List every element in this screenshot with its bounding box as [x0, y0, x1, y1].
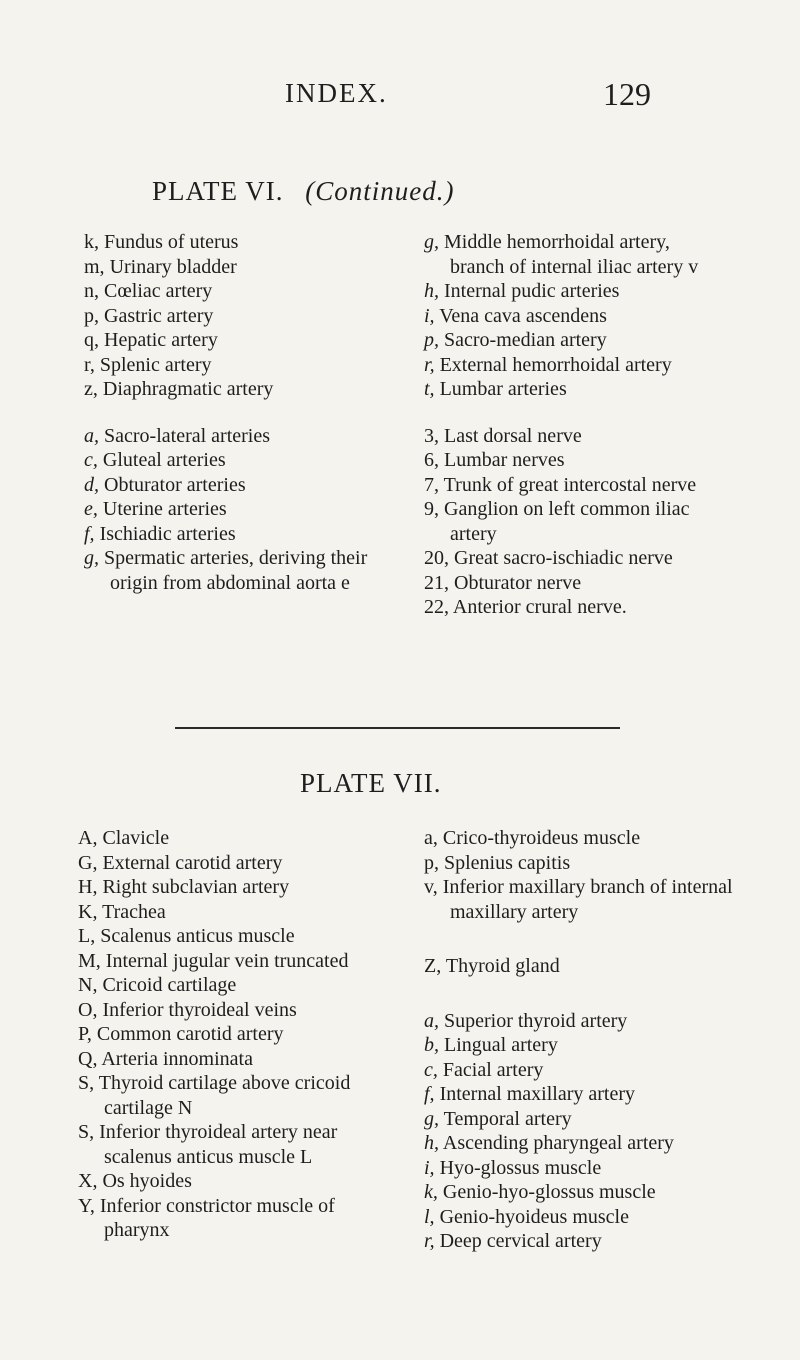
running-head-title: INDEX.: [285, 78, 388, 108]
entry-key: p,: [84, 304, 99, 327]
entry-key: r,: [84, 353, 95, 376]
entry-text: Diaphragmatic artery: [97, 378, 274, 400]
entry-text: Ischiadic arteries: [94, 522, 236, 545]
index-entry: [424, 851, 744, 876]
entry-text: Thyroid cartilage above cricoid cartilage N: [94, 1072, 351, 1119]
index-entry: [84, 424, 384, 449]
entry-text: Sacro-median artery: [439, 329, 607, 351]
page-number: 129: [603, 76, 651, 112]
entry-text: Facial artery: [437, 1058, 544, 1081]
entry-key: X,: [78, 1170, 98, 1192]
entry-text: Internal maxillary artery: [434, 1083, 636, 1105]
entry-key: l,: [424, 1205, 435, 1228]
entry-text: Thyroid gland: [441, 955, 560, 977]
entry-text: Vena cava ascendens: [434, 304, 607, 327]
entry-text: Lumbar nerves: [439, 449, 565, 471]
entry-text: Sacro-lateral arteries: [99, 424, 271, 447]
index-entry: [84, 448, 384, 473]
index-entry: [424, 230, 724, 279]
index-entry: [424, 1156, 744, 1181]
entry-key: i,: [424, 1156, 435, 1179]
entry-text: Hyo-glossus muscle: [434, 1156, 602, 1179]
entry-text: Deep cervical artery: [434, 1230, 602, 1252]
plate-vi-right-column: [424, 230, 724, 620]
entry-key: h,: [424, 1132, 439, 1154]
index-entry: [78, 826, 388, 851]
index-entry: [78, 1071, 388, 1120]
index-entry: [424, 448, 724, 473]
entry-key: v,: [424, 876, 438, 898]
entry-text: Cricoid cartilage: [97, 974, 237, 996]
index-entry: [84, 473, 384, 498]
entry-text: Genio-hyo-glossus muscle: [437, 1181, 656, 1203]
entry-key: a,: [84, 424, 99, 447]
entry-text: Genio-hyoideus muscle: [434, 1205, 629, 1228]
entry-text: Os hyoides: [97, 1170, 192, 1192]
entry-text: Inferior maxillary branch of internal maxillary artery: [437, 876, 733, 923]
index-entry: [424, 328, 724, 353]
entry-key: 20,: [424, 547, 449, 569]
entry-key: 6,: [424, 449, 439, 471]
entry-text: Spermatic arteries, deriving their origin from abdominal aorta e: [99, 547, 368, 594]
entry-text: Splenius capitis: [439, 851, 571, 874]
entry-key: i,: [424, 304, 435, 327]
entry-key: n,: [84, 280, 99, 302]
index-entry: [424, 875, 744, 924]
index-entry: [78, 1169, 388, 1194]
entry-text: Trunk of great intercostal nerve: [439, 473, 697, 496]
index-entry: [84, 328, 384, 353]
plate-vii-title: PLATE VII.: [300, 768, 442, 798]
entry-key: 7,: [424, 473, 439, 496]
index-entry: [424, 595, 724, 620]
entry-key: 9,: [424, 498, 439, 520]
index-entry: [78, 1047, 388, 1072]
index-entry: [78, 900, 388, 925]
index-entry: [84, 304, 384, 329]
entry-key: g,: [84, 547, 99, 569]
entry-gap: [424, 402, 724, 424]
entry-key: c,: [84, 449, 98, 471]
index-entry: [424, 377, 724, 402]
entry-key: p,: [424, 329, 439, 351]
plate-vii-left-column: [78, 826, 388, 1243]
entry-text: Middle hemorrhoidal artery, branch of internal iliac artery v: [439, 231, 699, 278]
entry-text: Scalenus anticus muscle: [95, 925, 295, 947]
entry-text: Fundus of uterus: [99, 231, 239, 253]
entry-text: Lingual artery: [439, 1034, 558, 1056]
entry-text: Inferior constrictor muscle of pharynx: [94, 1194, 335, 1241]
index-entry: [78, 1120, 388, 1169]
entry-text: Uterine arteries: [97, 498, 227, 520]
entry-text: Ascending pharyngeal artery: [439, 1132, 674, 1154]
index-entry: [424, 1229, 744, 1254]
entry-key: M,: [78, 949, 101, 972]
entry-key: Y,: [78, 1194, 95, 1217]
entry-key: e,: [84, 498, 98, 520]
entry-text: Splenic artery: [94, 353, 212, 376]
index-entry: [424, 497, 724, 546]
entry-key: L,: [78, 925, 96, 947]
entry-key: r,: [424, 353, 435, 376]
index-entry: [78, 924, 388, 949]
index-entry: [78, 1022, 388, 1047]
index-entry: [84, 522, 384, 547]
entry-text: External hemorrhoidal artery: [434, 353, 672, 376]
plate-vi-left-column: [84, 230, 384, 595]
entry-text: External carotid artery: [97, 851, 283, 874]
entry-key: b,: [424, 1034, 439, 1056]
entry-text: Right subclavian artery: [97, 876, 290, 898]
entry-key: 22,: [424, 596, 449, 618]
index-entry: [84, 230, 384, 255]
index-entry: [78, 973, 388, 998]
index-entry: [424, 279, 724, 304]
index-entry: [78, 998, 388, 1023]
entry-text: Obturator nerve: [449, 571, 582, 594]
entry-text: Urinary bladder: [104, 255, 237, 278]
index-entry: [424, 1205, 744, 1230]
entry-text: Hepatic artery: [99, 329, 218, 351]
entry-text: Ganglion on left common iliac artery: [439, 498, 690, 545]
entry-key: a,: [424, 1009, 439, 1032]
plate-vi-continued: (Continued.): [305, 176, 455, 206]
entry-text: Lumbar arteries: [434, 378, 567, 400]
index-entry: [424, 473, 724, 498]
entry-key: H,: [78, 876, 98, 898]
entry-text: Common carotid artery: [91, 1023, 284, 1045]
entry-key: g,: [424, 1107, 439, 1130]
index-entry: [424, 353, 724, 378]
plate-vi-heading: [152, 176, 455, 207]
index-entry: [424, 954, 744, 979]
index-entry: [424, 546, 724, 571]
index-entry: [424, 1082, 744, 1107]
index-entry: [424, 1180, 744, 1205]
entry-text: Arteria innominata: [97, 1047, 253, 1070]
index-entry: [78, 851, 388, 876]
index-entry: [424, 1033, 744, 1058]
plate-vii-heading: [300, 768, 442, 799]
entry-key: Q,: [78, 1047, 98, 1070]
entry-key: G,: [78, 851, 98, 874]
plate-vii-right-column: [424, 826, 744, 1254]
entry-key: A,: [78, 827, 98, 849]
index-entry: [78, 949, 388, 974]
entry-key: m,: [84, 255, 105, 278]
entry-text: Cœliac artery: [99, 280, 213, 302]
entry-gap: [424, 979, 744, 1009]
index-entry: [424, 424, 724, 449]
entry-gap: [424, 924, 744, 954]
entry-key: f,: [84, 522, 95, 545]
index-entry: [424, 1009, 744, 1034]
entry-key: q,: [84, 329, 99, 351]
entry-text: Great sacro-ischiadic nerve: [449, 547, 673, 569]
entry-text: Last dorsal nerve: [439, 424, 582, 447]
entry-text: Trachea: [97, 900, 166, 923]
index-entry: [84, 353, 384, 378]
entry-key: d,: [84, 473, 99, 496]
index-entry: [424, 1107, 744, 1132]
index-entry: [424, 304, 724, 329]
entry-text: Superior thyroid artery: [439, 1009, 628, 1032]
entry-key: r,: [424, 1230, 435, 1252]
entry-text: Crico-thyroideus muscle: [437, 827, 641, 849]
entry-key: p,: [424, 851, 439, 874]
index-entry: [84, 377, 384, 402]
entry-key: a,: [424, 827, 438, 849]
index-entry: [84, 279, 384, 304]
entry-key: S,: [78, 1121, 95, 1143]
index-entry: [424, 826, 744, 851]
entry-key: t,: [424, 378, 435, 400]
entry-text: Gastric artery: [99, 304, 214, 327]
entry-text: Inferior thyroideal artery near scalenus anticus muscle L: [94, 1121, 338, 1168]
entry-text: Gluteal arteries: [97, 449, 226, 471]
entry-text: Anterior crural nerve.: [449, 596, 627, 618]
index-entry: [84, 497, 384, 522]
entry-key: N,: [78, 974, 98, 996]
entry-key: k,: [84, 231, 99, 253]
entry-text: Clavicle: [97, 827, 170, 849]
entry-key: c,: [424, 1058, 438, 1081]
index-entry: [424, 1058, 744, 1083]
entry-key: 21,: [424, 571, 449, 594]
section-divider: [175, 727, 620, 729]
index-entry: [84, 255, 384, 280]
running-head: [0, 78, 800, 118]
index-entry: [424, 571, 724, 596]
entry-text: Obturator arteries: [99, 473, 246, 496]
entry-key: K,: [78, 900, 98, 923]
entry-text: Internal jugular vein truncated: [100, 949, 349, 972]
entry-text: Temporal artery: [439, 1107, 572, 1130]
entry-key: h,: [424, 280, 439, 302]
entry-key: k,: [424, 1181, 438, 1203]
index-entry: [78, 1194, 388, 1243]
entry-text: Inferior thyroideal veins: [97, 998, 297, 1021]
entry-key: P,: [78, 1023, 92, 1045]
entry-key: O,: [78, 998, 98, 1021]
entry-key: Z,: [424, 955, 442, 977]
index-entry: [78, 875, 388, 900]
entry-key: f,: [424, 1083, 435, 1105]
entry-gap: [84, 402, 384, 424]
entry-key: z,: [84, 378, 98, 400]
index-entry: [424, 1131, 744, 1156]
plate-vi-title: PLATE VI.: [152, 176, 284, 206]
entry-text: Internal pudic arteries: [439, 280, 620, 302]
entry-key: g,: [424, 231, 439, 253]
entry-key: 3,: [424, 424, 439, 447]
entry-key: S,: [78, 1072, 95, 1094]
index-entry: [84, 546, 384, 595]
